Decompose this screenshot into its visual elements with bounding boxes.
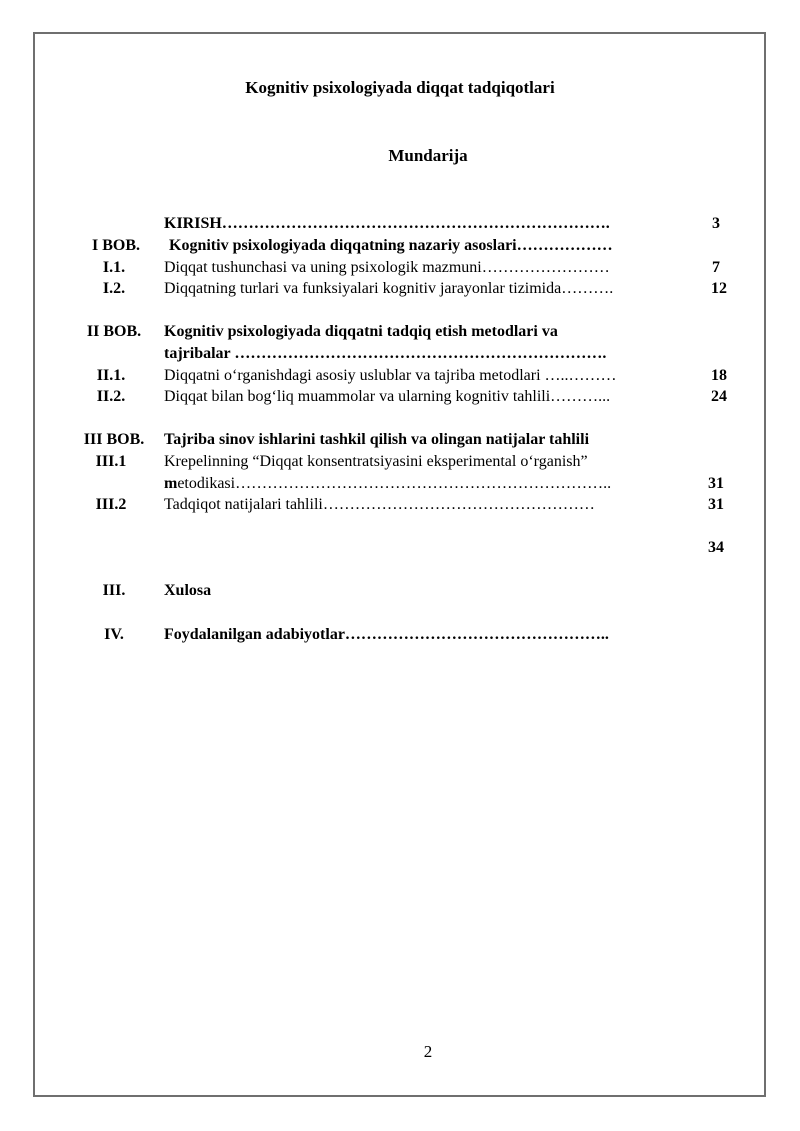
document-title: Kognitiv psixologiyada diqqat tadqiqotlari	[245, 78, 555, 97]
toc-num-2-2: II.2.	[96, 388, 126, 405]
toc-entry-3-2: Tadqiqot natijalari tahlili……………………………………………	[164, 496, 595, 513]
toc-page-1-2: 12	[711, 280, 727, 297]
toc-page-3-2: 31	[708, 496, 724, 513]
toc-entry-2-2: Diqqat bilan bog‘liq muammolar va ularning kognitiv tahlili………...	[164, 388, 611, 405]
toc-page-1-1: 7	[712, 259, 720, 276]
toc-page-3-1: 31	[708, 475, 724, 492]
page-number: 2	[423, 1042, 433, 1061]
toc-entry-3-1-bold-letter: m	[164, 475, 178, 492]
toc-num-bob3: III BOB.	[83, 431, 145, 448]
toc-num-3-1: III.1	[95, 453, 127, 470]
toc-num-1-1: I.1.	[102, 259, 126, 276]
toc-heading: Mundarija	[388, 146, 468, 165]
toc-entry-1-2: Diqqatning turlari va funksiyalari kognitiv jarayonlar tizimida……….	[164, 280, 614, 297]
toc-num-bob2: II BOB.	[86, 323, 142, 340]
toc-page-2-1: 18	[711, 367, 727, 384]
toc-page-2-2: 24	[711, 388, 727, 405]
toc-entry-adabiyot: Foydalanilgan adabiyotlar…………………………………………..	[164, 626, 609, 643]
toc-num-3-2: III.2	[95, 496, 127, 513]
toc-entry-2-1: Diqqatni o‘rganishdagi asosiy uslublar va tajriba metodlari …..………	[164, 367, 617, 384]
toc-page-extra: 34	[708, 539, 724, 556]
toc-entry-bob2-line1: Kognitiv psixologiyada diqqatni tadqiq etish metodlari va	[164, 323, 558, 340]
toc-entry-1-1: Diqqat tushunchasi va uning psixologik mazmuni……………………	[164, 259, 610, 276]
toc-num-1-2: I.2.	[102, 280, 126, 297]
toc-num-bob1: I BOB.	[91, 237, 140, 254]
toc-entry-xulosa: Xulosa	[164, 582, 212, 599]
toc-entry-3-1-line1: Krepelinning “Diqqat konsentratsiyasini eksperimental o‘rganish”	[164, 453, 588, 470]
toc-entry-bob3: Tajriba sinov ishlarini tashkil qilish va olingan natijalar tahlili	[164, 431, 590, 448]
page-border	[33, 32, 766, 1097]
toc-num-2-1: II.1.	[96, 367, 126, 384]
toc-entry-3-1-rest: etodikasi……………………………………………………………..	[177, 475, 612, 492]
toc-page-kirish: 3	[712, 215, 720, 232]
toc-entry-kirish: KIRISH……………………………………………………………….	[164, 215, 610, 232]
toc-num-adabiyot: IV.	[104, 626, 124, 643]
toc-num-xulosa: III.	[102, 582, 126, 599]
toc-entry-bob1: Kognitiv psixologiyada diqqatning nazariy asoslari………………	[169, 237, 613, 254]
toc-entry-3-1-line2	[164, 474, 694, 494]
toc-entry-bob2-line2: tajribalar …………………………………………………………….	[164, 345, 607, 362]
